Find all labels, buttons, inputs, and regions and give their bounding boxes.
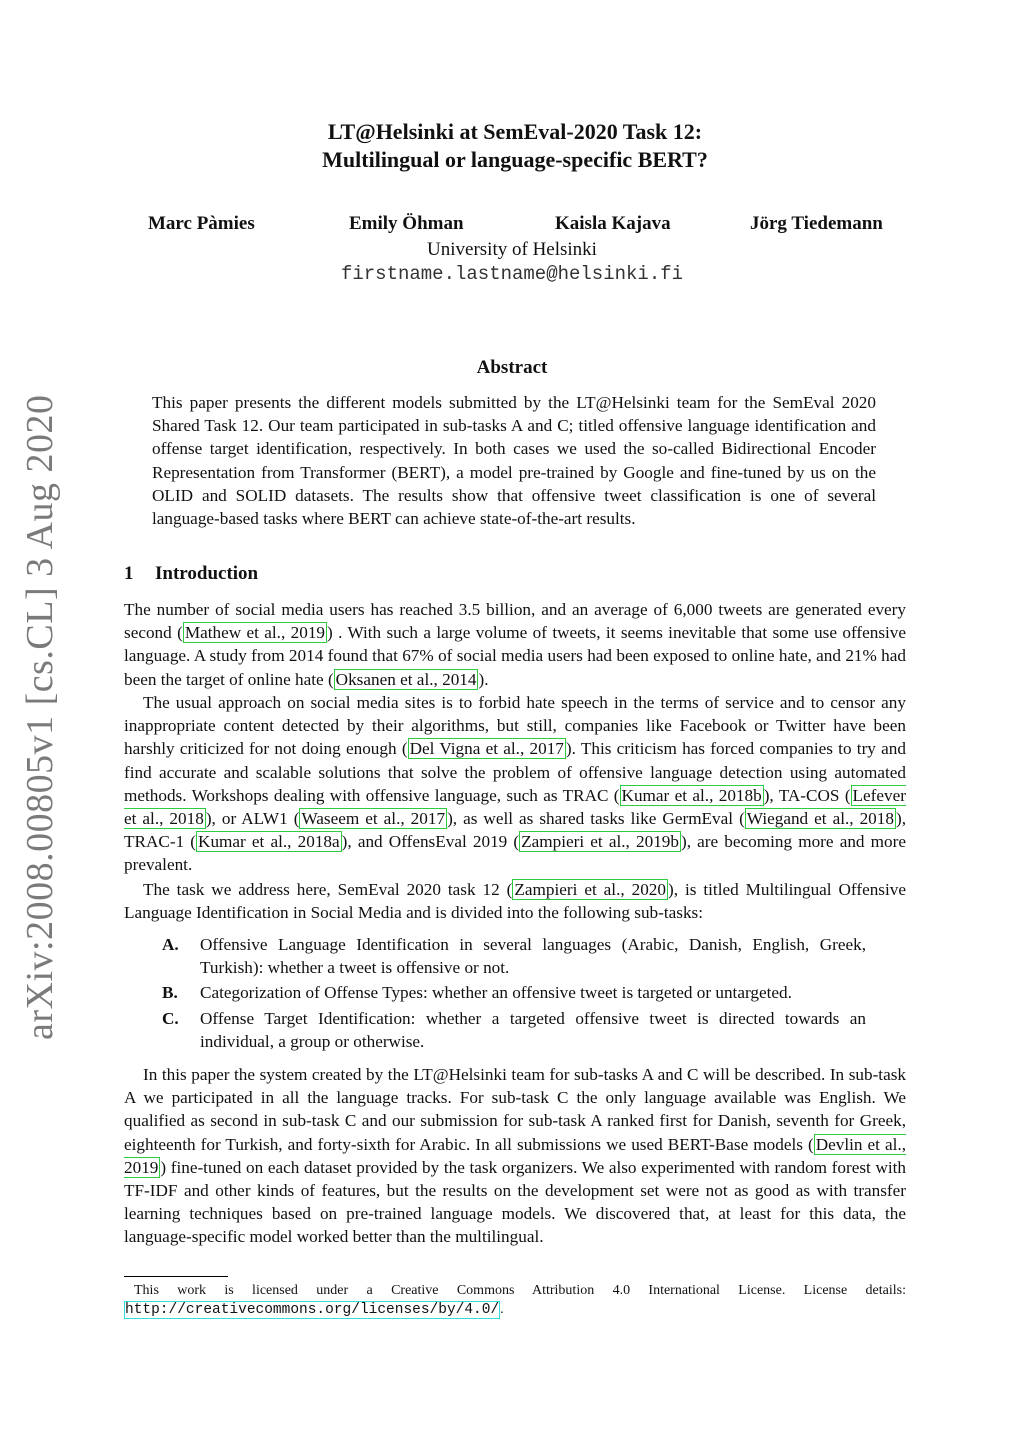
list-marker: B. (162, 983, 178, 1003)
paragraph-4: In this paper the system created by the LT@Helsinki team for sub-tasks A and C will be described. In sub-task A we participated in all the language tracks. For sub-task C the only language available was English. We qualified as second in sub-task C and our submission for sub-task A ranked first for Danish, seventh for Greek, eighteenth for Turkish, and forty-sixth for Arabic. In all submissions we used BERT-Base models ( Devlin et al., 2019 ) fine-tuned on each dataset provided by the task organizers. We also experimented with random forest with TF-IDF and other kinds of features, but the results on the development set were not as good as with transfer learning techniques based on pre-trained language models. We discovered that, at least for this data, the language-specific model worked better than the multilingual. (124, 1065, 906, 1247)
citation-link[interactable]: Del Vigna et al., 2017 (409, 739, 564, 759)
list-marker: A. (162, 935, 179, 954)
paper-title (124, 118, 906, 174)
section-title: Introduction (155, 563, 259, 584)
abstract-text: This paper presents the different models submitted by the LT@Helsinki team for the SemEval 2020 Shared Task 12. Our team participated in sub-tasks A and C; titled offensive language identification and offense target identification, respectively. In both cases we used the so-called Bidirectional Encoder Representation from Transformer (BERT), a model pre-trained by Google and fine-tuned by us on the OLID and SOLID datasets. The results show that offensive tweet classification is one of several language-based tasks where BERT can achieve state-of-the-art results. (152, 393, 876, 529)
affiliation: University of Helsinki (427, 239, 597, 260)
list-item (162, 933, 866, 979)
citation-link[interactable]: Mathew et al., 2019 (184, 623, 326, 643)
paragraph-3: The task we address here, SemEval 2020 task 12 ( Zampieri et al., 2020 ), is titled Multilingual Offensive Language Identification in Social Media and is divided into the following sub-tasks: (124, 880, 906, 923)
license-footnote: This work is licensed under a Creative Commons Attribution 4.0 International License. License details: http://creativecommons.org/licenses/by/4.0/. (125, 1283, 906, 1318)
citation-link[interactable]: Waseem et al., 2017 (301, 809, 446, 829)
list-marker: C. (162, 1008, 179, 1028)
title-line-2: Multilingual or language-specific BERT? (322, 147, 708, 172)
author-list (0, 213, 1024, 239)
section-number: 1 (124, 563, 134, 584)
subtask-list (162, 933, 866, 1055)
author-name: Jörg Tiedemann (750, 213, 883, 234)
citation-link[interactable]: Kumar et al., 2018b (621, 785, 762, 805)
citation-link[interactable]: Zampieri et al., 2020 (514, 880, 666, 899)
citation-link[interactable]: Oksanen et al., 2014 (335, 669, 477, 689)
list-item (162, 1007, 866, 1053)
section-heading-introduction (124, 563, 258, 585)
footnote-divider (124, 1276, 228, 1277)
abstract-heading: Abstract (476, 357, 548, 378)
list-item-text: Offensive Language Identification in several languages (Arabic, Danish, English, Greek, Turkish): whether a tweet is offensive or not. (200, 935, 866, 978)
author-name: Emily Öhman (349, 213, 464, 234)
title-line-1: LT@Helsinki at SemEval-2020 Task 12: (327, 119, 703, 144)
author-email: firstname.lastname@helsinki.fi (340, 263, 684, 285)
author-name: Marc Pàmies (148, 213, 255, 234)
citation-link[interactable]: Zampieri et al., 2019b (521, 832, 679, 852)
arxiv-identifier-stamp: arXiv:2008.00805v1 [cs.CL] 3 Aug 2020 (19, 394, 61, 1040)
paragraph-2: The usual approach on social media sites is to forbid hate speech in the terms of service and to censor any inappropriate content detected by their algorithms, but still, companies like Facebook or Twitter have been harshly criticized for not doing enough ( Del Vigna et al., 2017 ). This criticism has forced companies to try and find accurate and scalable solutions that solve the problem of offensive language detection using automated methods. Workshops dealing with offensive language, such as TRAC ( Kumar et al., 2018b ), TA-COS ( Lefever et al., 2018 ), or ALW1 ( Waseem et al., 2017 ), as well as shared tasks like GermEval ( Wiegand et al., 2018 ), TRAC-1 ( Kumar et al., 2018a ), and OffensEval 2019 ( Zampieri et al., 2019b ), are becoming more and more prevalent. (124, 693, 906, 875)
citation-link[interactable]: Devlin et al., 2019 (124, 1134, 906, 1177)
list-item-text: Offense Target Identification: whether a targeted offensive tweet is directed towards an individual, a group or otherwise. (200, 1008, 866, 1051)
list-item (162, 981, 866, 1004)
citation-link[interactable]: Wiegand et al., 2018 (746, 809, 894, 829)
citation-link[interactable]: Kumar et al., 2018a (198, 832, 340, 852)
license-url-link[interactable]: http://creativecommons.org/licenses/by/4.0/ (125, 1302, 500, 1318)
author-name: Kaisla Kajava (555, 213, 671, 234)
paragraph-1: The number of social media users has reached 3.5 billion, and an average of 6,000 tweets are generated every second ( Mathew et al., 2019 ) . With such a large volume of tweets, it seems inevitable that some use offensive language. A study from 2014 found that 67% of social media users had been exposed to online hate, and 21% had been the target of online hate ( Oksanen et al., 2014 ). (124, 600, 907, 689)
list-item-text: Categorization of Offense Types: whether an offensive tweet is targeted or untargeted. (200, 983, 792, 1003)
citation-link[interactable]: Lefever et al., 2018 (124, 785, 906, 829)
